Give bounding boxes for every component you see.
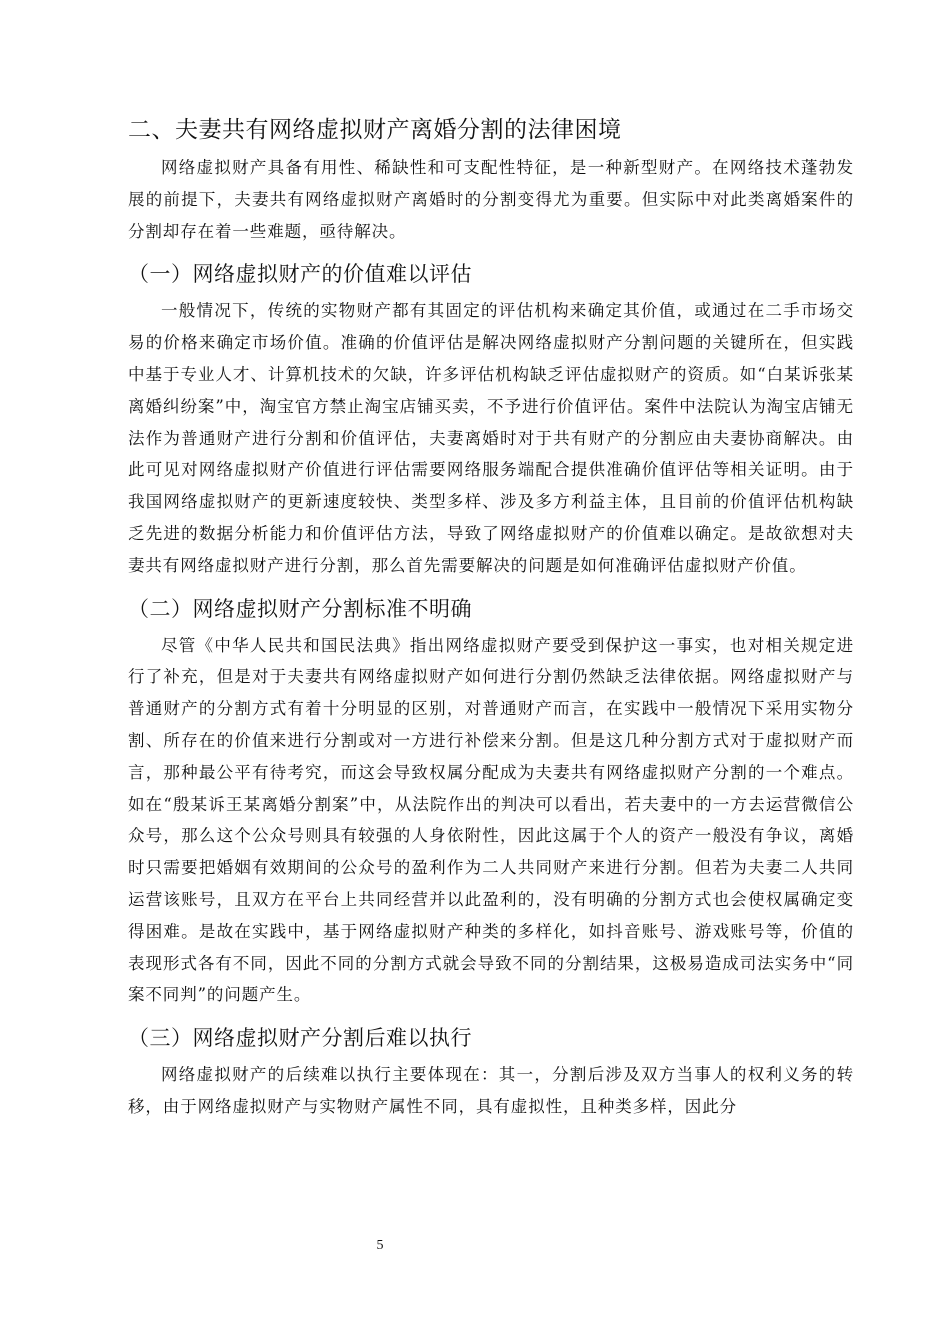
subsection-title-3: （三）网络虚拟财产分割后难以执行 (128, 1026, 472, 1051)
subsection-paragraph-1: 一般情况下，传统的实物财产都有其固定的评估机构来确定其价值，或通过在二手市场交易的价格来确定市场价值。准确的价值评估是解决网络虚拟财产分割问题的关键所在，但实践中基于专业人才、计算机技术的欠缺，许多评估机构缺乏评估虚拟财产的资质。如“白某诉张某离婚纠纷案”中，淘宝官方禁止淘宝店铺买卖，不予进行价值评估。案件中法院认为淘宝店铺无法作为普通财产进行分割和价值评估，夫妻离婚时对于共有财产的分割应由夫妻协商解决。由此可见对网络虚拟财产价值进行评估需要网络服务端配合提供准确价值评估等相关证明。由于我国网络虚拟财产的更新速度较快、类型多样、涉及多方利益主体，且目前的价值评估机构缺乏先进的数据分析能力和价值评估方法，导致了网络虚拟财产的价值难以确定。是故欲想对夫妻共有网络虚拟财产进行分割，那么首先需要解决的问题是如何准确评估虚拟财产价值。 (128, 301, 854, 575)
subsection-title-1: （一）网络虚拟财产的价值难以评估 (128, 262, 472, 287)
subsection-title-2: （二）网络虚拟财产分割标准不明确 (128, 596, 472, 621)
section-title: 二、夫妻共有网络虚拟财产离婚分割的法律困境 (128, 117, 622, 143)
page-number: 5 (376, 1238, 384, 1253)
intro-paragraph: 网络虚拟财产具备有用性、稀缺性和可支配性特征，是一种新型财产。在网络技术蓬勃发展的前提下，夫妻共有网络虚拟财产离婚时的分割变得尤为重要。但实际中对此类离婚案件的分割却存在着一些难题，亟待解决。 (128, 158, 854, 241)
subsection-paragraph-2: 尽管《中华人民共和国民法典》指出网络虚拟财产要受到保护这一事实，也对相关规定进行了补充，但是对于夫妻共有网络虚拟财产如何进行分割仍然缺乏法律依据。网络虚拟财产与普通财产的分割方式有着十分明显的区别，对普通财产而言，在实践中一般情况下采用实物分割、所存在的价值来进行分割或对一方进行补偿来分割。但是这几种分割方式对于虚拟财产而言，那种最公平有待考究，而这会导致权属分配成为夫妻共有网络虚拟财产分割的一个难点。如在“殷某诉王某离婚分割案”中，从法院作出的判决可以看出，若夫妻中的一方去运营微信公众号，那么这个公众号则具有较强的人身依附性，因此这属于个人的资产一般没有争议，离婚时只需要把婚姻有效期间的公众号的盈利作为二人共同财产来进行分割。但若为夫妻二人共同运营该账号，且双方在平台上共同经营并以此盈利的，没有明确的分割方式也会使权属确定变得困难。是故在实践中，基于网络虚拟财产种类的多样化，如抖音账号、游戏账号等，价值的表现形式各有不同，因此不同的分割方式就会导致不同的分割结果，这极易造成司法实务中“同案不同判”的问题产生。 (128, 635, 854, 1005)
subsection-paragraph-3: 网络虚拟财产的后续难以执行主要体现在：其一，分割后涉及双方当事人的权利义务的转移，由于网络虚拟财产与实物财产属性不同，具有虚拟性，且种类多样，因此分 (128, 1065, 854, 1116)
document-body (128, 108, 854, 1123)
